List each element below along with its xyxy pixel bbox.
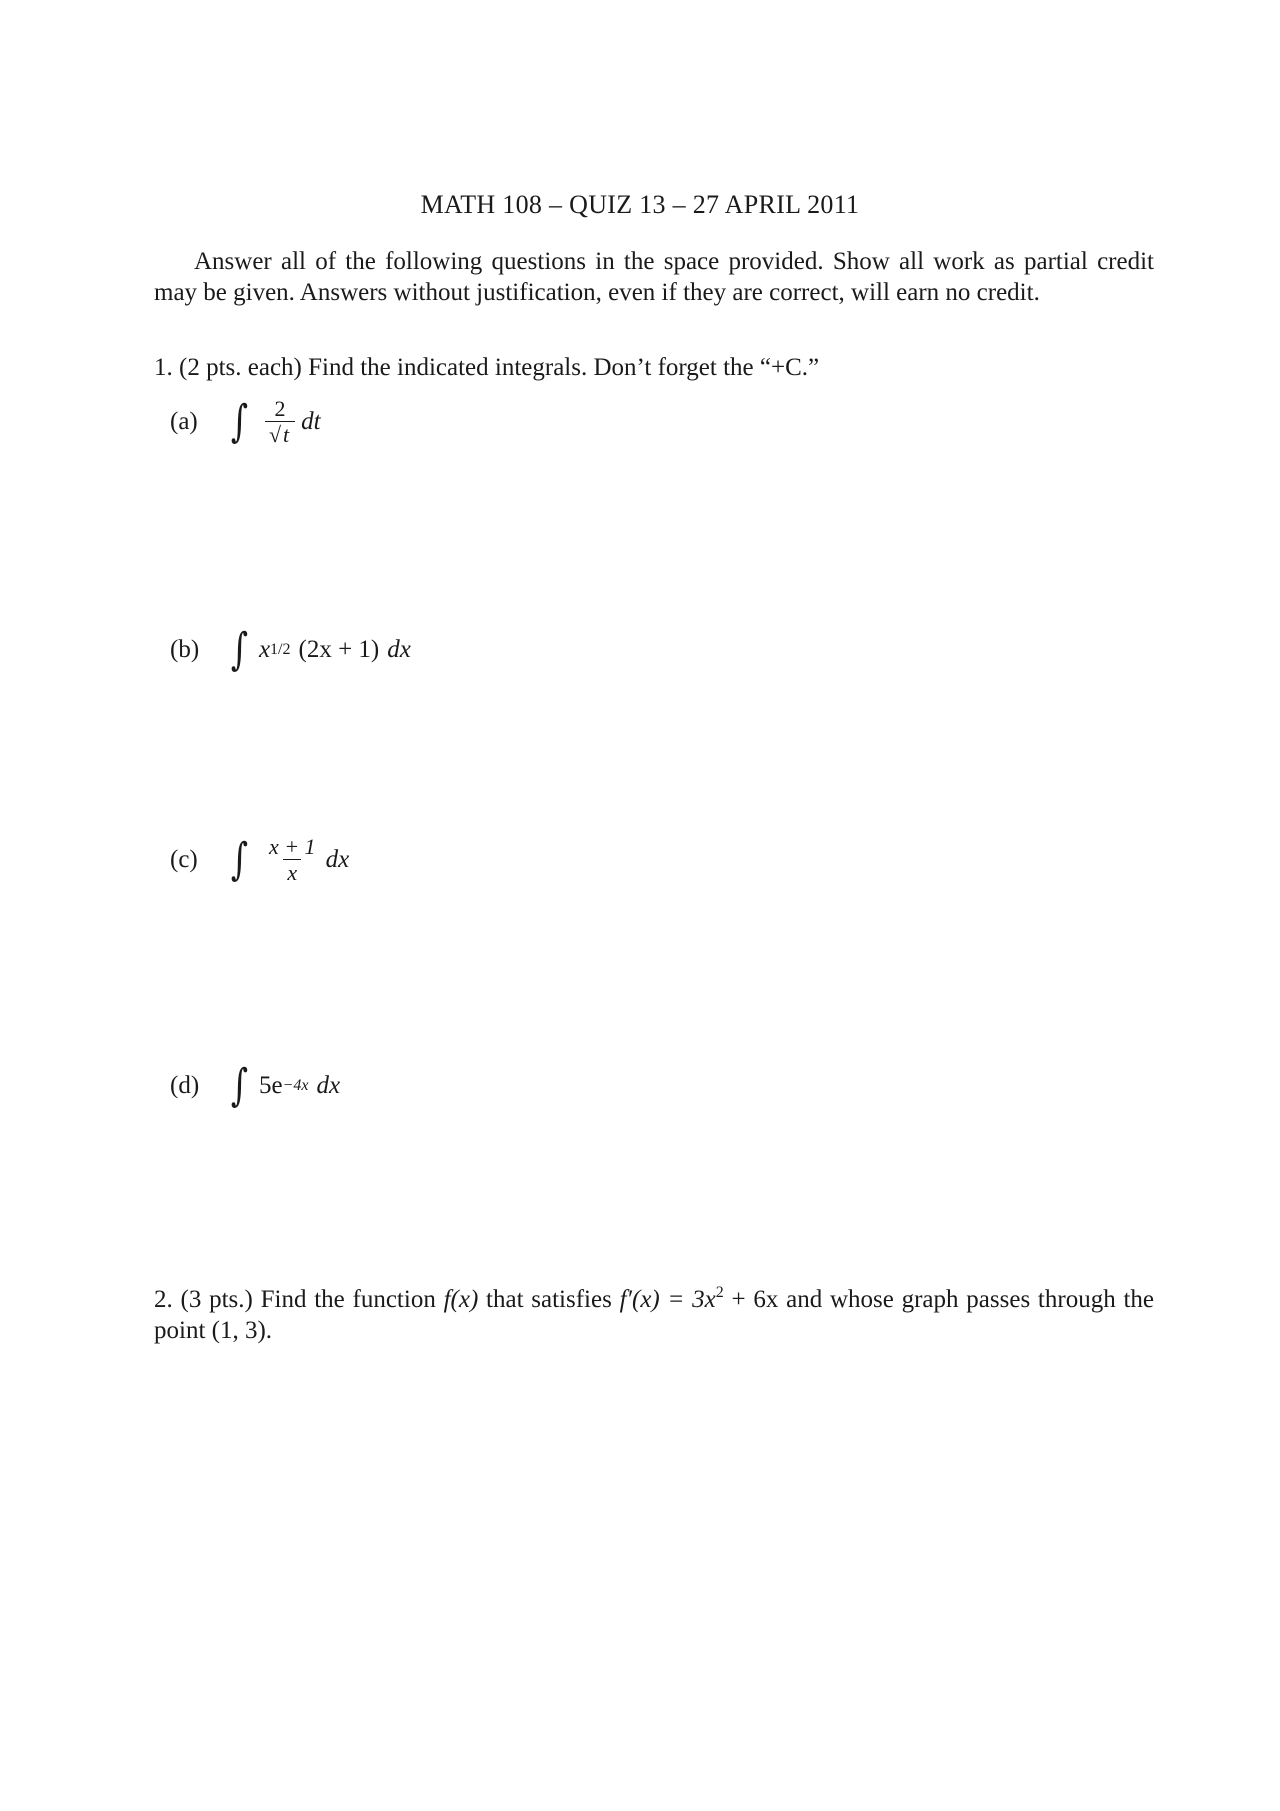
- differential: dx: [316, 1072, 341, 1099]
- differential: dx: [325, 846, 350, 874]
- part-label: (d): [170, 1072, 200, 1099]
- fraction: [265, 398, 295, 446]
- integral-sign: ∫: [230, 1060, 249, 1111]
- question-2-text-1: 2. (3 pts.) Find the function: [154, 1286, 444, 1313]
- question-1a: [170, 398, 321, 446]
- differential: dx: [387, 636, 411, 663]
- integral-sign: ∫: [230, 624, 249, 675]
- question-1d: [170, 1060, 341, 1111]
- exponent: −4x: [282, 1077, 309, 1094]
- function-fx: f(x): [443, 1286, 479, 1313]
- integral-sign: ∫: [230, 834, 249, 886]
- question-2-text-2: that satisfies: [478, 1286, 620, 1313]
- page-title: MATH 108 – QUIZ 13 – 27 APRIL 2011: [420, 190, 860, 219]
- factor: (2x + 1): [298, 636, 380, 663]
- exponent: 1/2: [270, 641, 291, 658]
- radical-sign: √: [268, 422, 282, 447]
- instructions: Answer all of the following questions in the space provided. Show all work as partial credit may be given. Answers without justification, even if they are correct, will earn no credit.: [154, 248, 1154, 306]
- part-label: (c): [170, 846, 198, 874]
- denominator: [265, 421, 295, 446]
- radicand: t: [283, 422, 290, 447]
- question-2-text-3: + 6x and whose graph passes through the point (1, 3).: [154, 1286, 1154, 1344]
- fraction: [265, 836, 320, 884]
- numerator: 2: [274, 396, 286, 421]
- numerator: x + 1: [268, 834, 316, 859]
- question-1b: [170, 624, 411, 675]
- derivative-expression: f′(x) = 3x: [619, 1286, 716, 1313]
- part-label: (b): [170, 636, 200, 663]
- denominator: x: [283, 859, 301, 884]
- question-1-header: 1. (2 pts. each) Find the indicated integrals. Don’t forget the “+C.”: [154, 354, 820, 381]
- question-1c: [170, 836, 349, 884]
- integral-sign: ∫: [230, 396, 249, 448]
- base: x: [258, 636, 271, 663]
- square-exponent: 2: [715, 1284, 724, 1301]
- question-2: [154, 1277, 1154, 1346]
- part-label: (a): [170, 408, 198, 436]
- differential: dt: [301, 408, 321, 436]
- coefficient: 5e: [258, 1072, 283, 1099]
